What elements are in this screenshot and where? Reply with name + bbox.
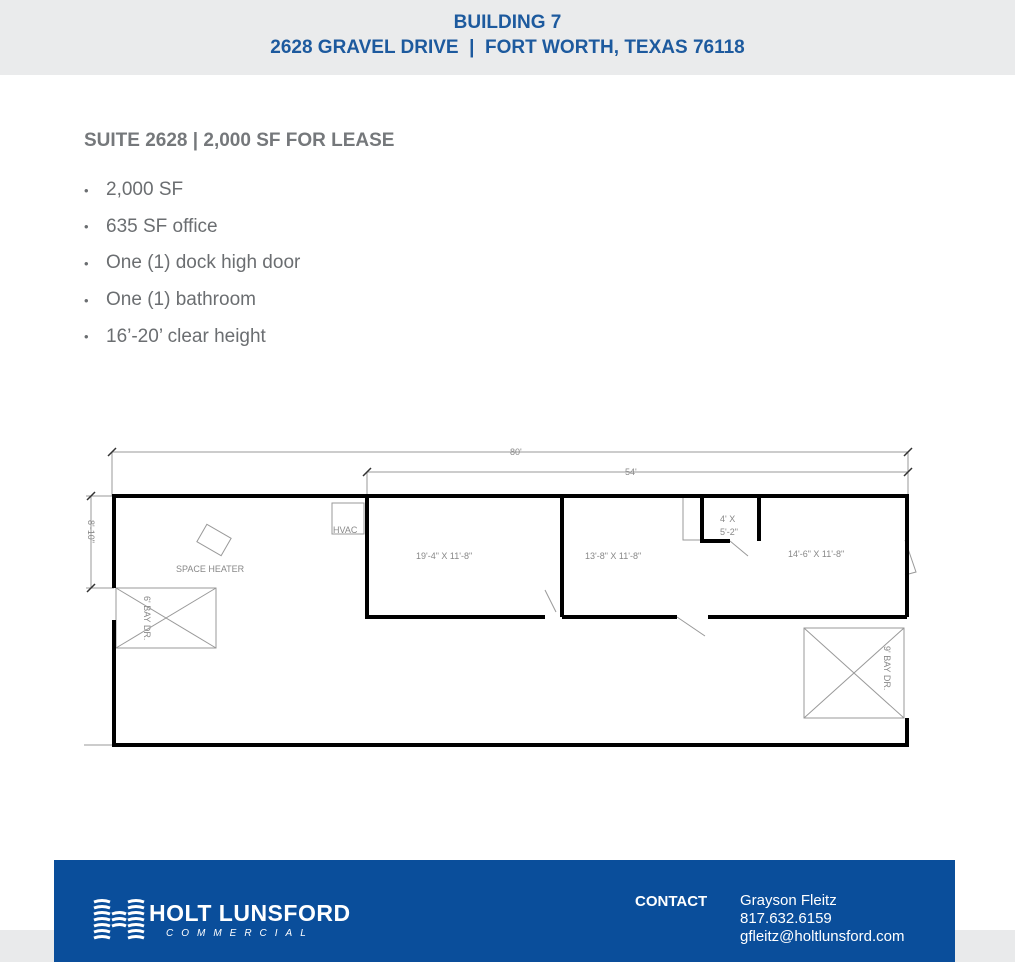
contact-email[interactable]: gfleitz@holtlunsford.com [740,928,905,945]
contact-info [740,892,904,946]
list-item: • 16’-20’ clear height [84,325,266,347]
left-bay-door [116,588,216,648]
hvac-label: HVAC [333,525,358,535]
overall-dimension: 80' [510,447,522,457]
bullet-text: 16’-20’ clear height [106,325,266,347]
footer [54,860,955,962]
bullet-text: 635 SF office [106,215,218,237]
space-heater-label: SPACE HEATER [176,564,245,574]
right-bay-door-label: 9' BAY DR. [882,646,892,691]
bath-size-b: 5'-2" [720,527,738,537]
list-item: • One (1) bathroom [84,289,256,311]
room2-size: 13'-8" X 11'-8" [585,551,642,561]
office-dimension: 54' [625,467,637,477]
list-item: • One (1) dock high door [84,252,301,274]
list-item: • 2,000 SF [84,179,184,201]
bullet-text: One (1) bathroom [106,289,256,311]
list-item: • 635 SF office [84,215,218,237]
contact-label: CONTACT [635,893,708,910]
holt-lunsford-logo-icon [92,898,146,944]
room1-size: 19'-4" X 11'-8" [416,551,473,561]
contact-phone[interactable]: 817.632.6159 [740,910,832,927]
walls [114,496,907,745]
bullet-text: One (1) dock high door [106,252,301,274]
bullet-text: 2,000 SF [106,179,184,201]
side-dimension: 8'-10" [86,520,96,543]
space-heater-icon [197,524,231,555]
contact-name: Grayson Fleitz [740,892,837,909]
building-address: 2628 GRAVEL DRIVE | FORT WORTH, TEXAS 76118 [270,37,745,58]
left-bay-door-label: 6' BAY DR. [142,596,152,641]
bath-size-a: 4' X [720,514,736,524]
brand-name: HOLT LUNSFORD [149,900,351,926]
suite-title: SUITE 2628 | 2,000 SF FOR LEASE [84,130,395,151]
room3-size: 14'-6" X 11'-8" [788,549,845,559]
brand-subtitle: COMMERCIAL [166,928,314,939]
building-title: BUILDING 7 [453,12,562,33]
